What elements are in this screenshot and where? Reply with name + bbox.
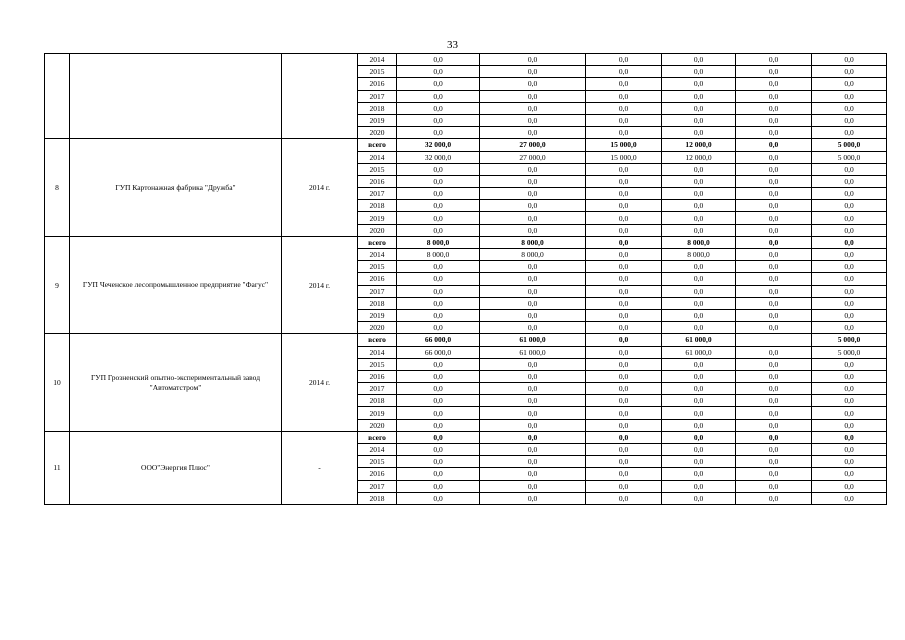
year-cell: 2017 [358,383,397,395]
value-cell: 0,0 [397,90,480,102]
value-cell: 0,0 [736,236,812,248]
value-cell: 0,0 [736,175,812,187]
value-cell: 0,0 [736,444,812,456]
value-cell: 0,0 [480,456,586,468]
value-cell: 8 000,0 [480,249,586,261]
value-cell: 0,0 [397,370,480,382]
value-cell: 0,0 [586,370,662,382]
value-cell: 5 000,0 [812,139,887,151]
value-cell: 0,0 [662,175,736,187]
year-cell: 2015 [358,261,397,273]
value-cell: 0,0 [586,468,662,480]
value-cell: 0,0 [736,358,812,370]
value-cell: 0,0 [480,200,586,212]
value-cell: 0,0 [812,407,887,419]
value-cell: 0,0 [662,114,736,126]
value-cell: 0,0 [736,322,812,334]
value-cell: 0,0 [736,419,812,431]
value-cell: 0,0 [480,419,586,431]
year-cell: всего [358,431,397,443]
value-cell: 0,0 [397,322,480,334]
year-cell: 2019 [358,407,397,419]
value-cell: 0,0 [480,431,586,443]
value-cell: 0,0 [812,127,887,139]
value-cell: 0,0 [586,419,662,431]
value-cell: 0,0 [586,334,662,346]
value-cell: 0,0 [586,236,662,248]
value-cell: 0,0 [812,78,887,90]
value-cell: 0,0 [480,358,586,370]
year-cell: 2018 [358,492,397,504]
year-cell: 2020 [358,322,397,334]
value-cell: 8 000,0 [662,236,736,248]
value-cell: 61 000,0 [480,346,586,358]
value-cell: 0,0 [480,127,586,139]
row-number: 10 [45,334,70,432]
value-cell: 0,0 [812,224,887,236]
value-cell: 0,0 [736,407,812,419]
value-cell: 0,0 [480,322,586,334]
value-cell: 0,0 [397,492,480,504]
table-row-total [45,236,887,248]
value-cell: 0,0 [397,127,480,139]
value-cell: 0,0 [586,102,662,114]
value-cell: 0,0 [662,285,736,297]
value-cell: 0,0 [586,395,662,407]
value-cell: 0,0 [397,419,480,431]
value-cell: 0,0 [812,480,887,492]
year-cell: 2015 [358,456,397,468]
year-cell: всего [358,139,397,151]
value-cell: 0,0 [397,224,480,236]
page-number: 33 [447,39,458,51]
value-cell: 0,0 [736,346,812,358]
value-cell: 0,0 [812,66,887,78]
value-cell: 0,0 [736,431,812,443]
value-cell: 0,0 [397,285,480,297]
value-cell: 0,0 [812,236,887,248]
value-cell: 0,0 [662,200,736,212]
value-cell: 0,0 [586,54,662,66]
value-cell: 0,0 [736,224,812,236]
value-cell: 0,0 [736,163,812,175]
year-cell: 2019 [358,212,397,224]
value-cell: 0,0 [586,200,662,212]
value-cell: 0,0 [480,261,586,273]
value-cell: 0,0 [397,114,480,126]
value-cell: 0,0 [736,102,812,114]
value-cell: 0,0 [586,224,662,236]
value-cell: 66 000,0 [397,346,480,358]
value-cell: 0,0 [736,309,812,321]
value-cell: 0,0 [736,200,812,212]
enterprise-name: ГУП Грозненский опытно-экспериментальный завод "Автоматстром" [70,334,282,432]
value-cell: 0,0 [586,383,662,395]
value-cell: 0,0 [480,309,586,321]
value-cell: 0,0 [397,480,480,492]
value-cell: 0,0 [736,54,812,66]
value-cell: 5 000,0 [812,151,887,163]
year-cell: 2014 [358,444,397,456]
value-cell: 0,0 [397,66,480,78]
table-row-total [45,431,887,443]
value-cell: 15 000,0 [586,151,662,163]
value-cell: 0,0 [812,163,887,175]
row-number: 11 [45,431,70,504]
value-cell: 0,0 [812,212,887,224]
value-cell: 0,0 [736,273,812,285]
enterprise-name: ГУП Чеченское лесопромышленное предприятие "Фагус" [70,236,282,334]
value-cell: 0,0 [662,102,736,114]
value-cell: 0,0 [662,90,736,102]
value-cell: 0,0 [736,285,812,297]
value-cell: 0,0 [480,273,586,285]
value-cell: 8 000,0 [480,236,586,248]
value-cell: 0,0 [480,444,586,456]
value-cell: 0,0 [397,309,480,321]
year-cell: 2017 [358,90,397,102]
value-cell: 0,0 [812,309,887,321]
value-cell: 0,0 [662,456,736,468]
value-cell: 0,0 [736,456,812,468]
value-cell: 0,0 [736,78,812,90]
value-cell: 0,0 [662,66,736,78]
value-cell: 8 000,0 [662,249,736,261]
value-cell: 61 000,0 [480,334,586,346]
implementation-date: 2014 г. [282,334,358,432]
value-cell: 0,0 [736,395,812,407]
year-cell: 2016 [358,370,397,382]
value-cell: 0,0 [586,444,662,456]
value-cell: 0,0 [736,468,812,480]
value-cell: 0,0 [662,370,736,382]
value-cell: 0,0 [397,261,480,273]
value-cell: 27 000,0 [480,139,586,151]
value-cell: 61 000,0 [662,334,736,346]
value-cell: 0,0 [812,492,887,504]
value-cell: 0,0 [812,188,887,200]
value-cell: 0,0 [586,322,662,334]
value-cell: 0,0 [586,492,662,504]
value-cell: 0,0 [736,139,812,151]
value-cell: 0,0 [736,370,812,382]
value-cell: 0,0 [662,322,736,334]
value-cell: 0,0 [736,188,812,200]
value-cell: 0,0 [480,395,586,407]
year-cell: 2018 [358,102,397,114]
year-cell: 2016 [358,468,397,480]
value-cell: 0,0 [662,407,736,419]
value-cell: 0,0 [586,346,662,358]
value-cell: 0,0 [662,188,736,200]
value-cell: 0,0 [397,175,480,187]
year-cell: 2020 [358,127,397,139]
value-cell: 0,0 [662,480,736,492]
year-cell: 2016 [358,175,397,187]
table-body [45,54,887,505]
value-cell: 0,0 [812,297,887,309]
value-cell: 0,0 [586,261,662,273]
value-cell: 0,0 [586,188,662,200]
value-cell: 0,0 [480,175,586,187]
value-cell: 8 000,0 [397,236,480,248]
value-cell: 0,0 [736,90,812,102]
value-cell: 0,0 [812,322,887,334]
value-cell: 0,0 [397,212,480,224]
value-cell: 0,0 [586,407,662,419]
value-cell: 0,0 [662,127,736,139]
year-cell: 2016 [358,78,397,90]
value-cell: 0,0 [736,383,812,395]
value-cell: 0,0 [480,90,586,102]
value-cell: 0,0 [586,212,662,224]
value-cell: 0,0 [662,273,736,285]
enterprise-name: ГУП Картонажная фабрика "Дружба" [70,139,282,237]
value-cell: 0,0 [397,102,480,114]
value-cell: 0,0 [662,431,736,443]
value-cell: 0,0 [397,407,480,419]
value-cell: 0,0 [662,358,736,370]
year-cell: 2014 [358,346,397,358]
value-cell: 0,0 [662,163,736,175]
value-cell [736,334,812,346]
value-cell: 32 000,0 [397,139,480,151]
year-cell: 2014 [358,151,397,163]
value-cell: 0,0 [480,163,586,175]
value-cell: 0,0 [736,114,812,126]
value-cell: 0,0 [397,188,480,200]
value-cell: 32 000,0 [397,151,480,163]
value-cell: 0,0 [480,102,586,114]
value-cell: 0,0 [812,102,887,114]
year-cell: 2018 [358,395,397,407]
value-cell: 0,0 [586,78,662,90]
value-cell: 0,0 [736,151,812,163]
table-row [45,54,887,66]
value-cell: 0,0 [812,175,887,187]
value-cell: 0,0 [397,163,480,175]
value-cell: 0,0 [397,383,480,395]
value-cell: 0,0 [480,114,586,126]
value-cell: 0,0 [397,78,480,90]
value-cell: 0,0 [812,383,887,395]
row-number: 9 [45,236,70,334]
value-cell: 0,0 [480,188,586,200]
year-cell: 2014 [358,249,397,261]
value-cell: 12 000,0 [662,139,736,151]
value-cell: 0,0 [397,273,480,285]
implementation-date: 2014 г. [282,236,358,334]
value-cell: 0,0 [397,358,480,370]
year-cell: 2017 [358,285,397,297]
value-cell: 0,0 [480,78,586,90]
value-cell: 0,0 [662,224,736,236]
value-cell: 0,0 [397,297,480,309]
value-cell: 0,0 [736,261,812,273]
year-cell: всего [358,334,397,346]
implementation-date [282,54,358,139]
value-cell: 5 000,0 [812,346,887,358]
value-cell: 0,0 [812,200,887,212]
value-cell: 0,0 [736,492,812,504]
value-cell: 0,0 [586,431,662,443]
value-cell: 0,0 [662,468,736,480]
investment-table [44,53,887,505]
value-cell: 0,0 [586,358,662,370]
value-cell: 0,0 [812,395,887,407]
value-cell: 0,0 [586,163,662,175]
value-cell: 0,0 [480,370,586,382]
value-cell: 0,0 [662,78,736,90]
value-cell: 0,0 [480,492,586,504]
year-cell: 2018 [358,297,397,309]
value-cell: 0,0 [586,309,662,321]
value-cell: 0,0 [812,114,887,126]
year-cell: 2019 [358,309,397,321]
value-cell: 0,0 [586,90,662,102]
value-cell: 0,0 [397,444,480,456]
value-cell: 0,0 [480,383,586,395]
value-cell: 0,0 [812,419,887,431]
year-cell: 2014 [358,54,397,66]
value-cell: 0,0 [662,297,736,309]
value-cell: 5 000,0 [812,334,887,346]
value-cell: 61 000,0 [662,346,736,358]
value-cell: 0,0 [812,444,887,456]
value-cell: 0,0 [397,456,480,468]
value-cell: 0,0 [480,297,586,309]
value-cell: 0,0 [480,468,586,480]
value-cell: 0,0 [812,370,887,382]
row-number: 8 [45,139,70,237]
value-cell: 0,0 [662,383,736,395]
enterprise-name [70,54,282,139]
value-cell: 0,0 [480,224,586,236]
value-cell: 0,0 [662,492,736,504]
enterprise-name: ООО"Энергия Плюс" [70,431,282,504]
value-cell: 0,0 [736,127,812,139]
value-cell: 0,0 [812,249,887,261]
value-cell: 0,0 [586,66,662,78]
value-cell: 0,0 [812,431,887,443]
value-cell: 0,0 [480,285,586,297]
value-cell: 0,0 [812,54,887,66]
year-cell: 2020 [358,224,397,236]
value-cell: 0,0 [736,297,812,309]
value-cell: 0,0 [586,114,662,126]
row-number [45,54,70,139]
year-cell: 2018 [358,200,397,212]
year-cell: 2017 [358,480,397,492]
value-cell: 0,0 [662,212,736,224]
value-cell: 0,0 [480,54,586,66]
value-cell: 0,0 [662,261,736,273]
table-row-total [45,334,887,346]
value-cell: 0,0 [812,90,887,102]
year-cell: 2016 [358,273,397,285]
value-cell: 0,0 [397,200,480,212]
year-cell: 2017 [358,188,397,200]
value-cell: 0,0 [397,431,480,443]
value-cell: 8 000,0 [397,249,480,261]
value-cell: 0,0 [812,456,887,468]
value-cell: 0,0 [586,297,662,309]
value-cell: 0,0 [662,444,736,456]
value-cell: 0,0 [586,127,662,139]
value-cell: 66 000,0 [397,334,480,346]
value-cell: 27 000,0 [480,151,586,163]
value-cell: 0,0 [736,212,812,224]
value-cell: 0,0 [480,407,586,419]
value-cell: 0,0 [736,66,812,78]
value-cell: 0,0 [586,480,662,492]
year-cell: всего [358,236,397,248]
year-cell: 2020 [358,419,397,431]
value-cell: 0,0 [586,285,662,297]
year-cell: 2015 [358,66,397,78]
year-cell: 2015 [358,163,397,175]
year-cell: 2015 [358,358,397,370]
value-cell: 0,0 [586,249,662,261]
value-cell: 0,0 [397,395,480,407]
implementation-date: 2014 г. [282,139,358,237]
value-cell: 0,0 [736,249,812,261]
value-cell: 0,0 [480,480,586,492]
value-cell: 0,0 [397,468,480,480]
value-cell: 0,0 [662,309,736,321]
value-cell: 0,0 [662,395,736,407]
value-cell: 0,0 [812,285,887,297]
value-cell: 12 000,0 [662,151,736,163]
value-cell: 0,0 [662,419,736,431]
value-cell: 0,0 [586,456,662,468]
value-cell: 0,0 [662,54,736,66]
value-cell: 0,0 [586,175,662,187]
value-cell: 0,0 [812,358,887,370]
value-cell: 0,0 [812,261,887,273]
value-cell: 0,0 [736,480,812,492]
year-cell: 2019 [358,114,397,126]
value-cell: 0,0 [812,273,887,285]
value-cell: 0,0 [480,66,586,78]
value-cell: 0,0 [812,468,887,480]
value-cell: 0,0 [480,212,586,224]
value-cell: 0,0 [586,273,662,285]
implementation-date: - [282,431,358,504]
value-cell: 0,0 [397,54,480,66]
value-cell: 15 000,0 [586,139,662,151]
table-row-total [45,139,887,151]
